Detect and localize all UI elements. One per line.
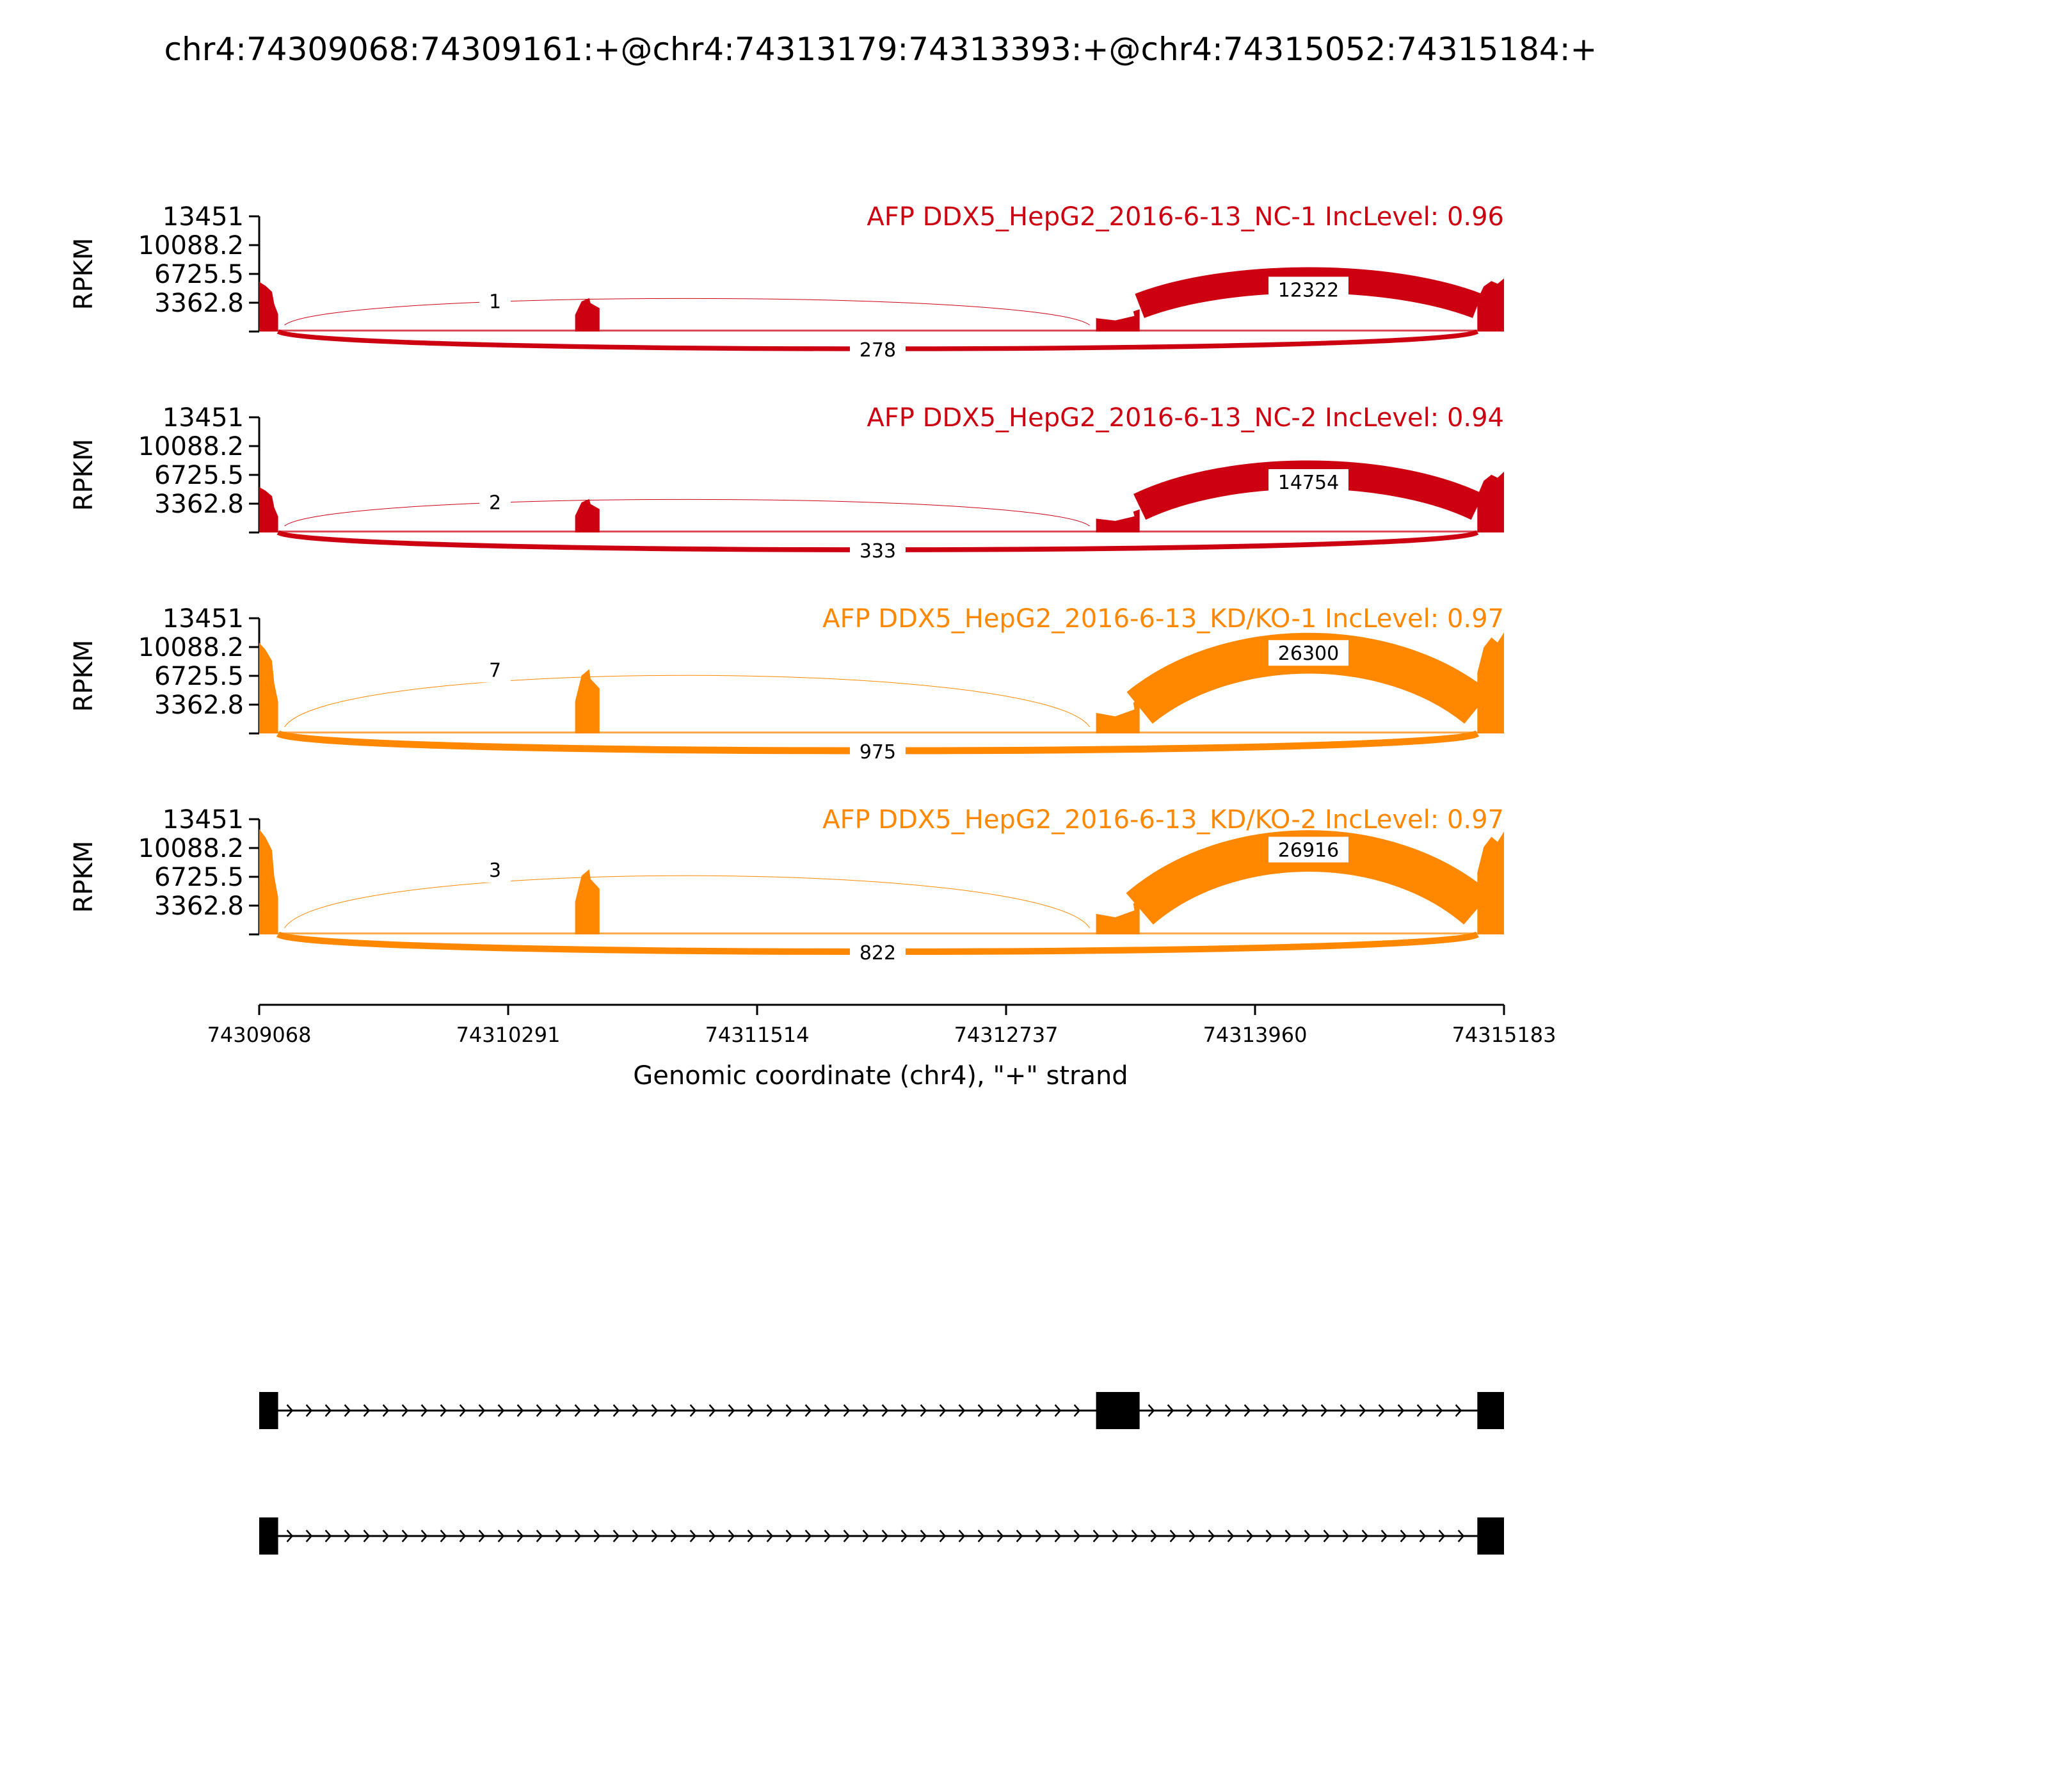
y-tick-label: 13451 <box>162 604 244 634</box>
x-axis-label: Genomic coordinate (chr4), "+" strand <box>633 1061 1128 1091</box>
y-tick-label: 10088.2 <box>138 432 244 462</box>
y-tick-label: 13451 <box>162 805 244 835</box>
junction-count-label: 3 <box>489 859 502 882</box>
sample-panel <box>69 805 1504 965</box>
y-tick-label: 10088.2 <box>138 231 244 261</box>
coverage-peak <box>1096 900 1140 934</box>
coverage-baseline <box>278 732 1478 733</box>
coverage-peak <box>575 669 600 733</box>
coverage-peak <box>1096 509 1140 532</box>
junction-count-label: 2 <box>489 492 502 515</box>
coverage-peak <box>1477 632 1504 733</box>
junction-count-label: 975 <box>859 741 897 764</box>
junction-count-label: 7 <box>489 659 502 682</box>
y-tick-label: 6725.5 <box>154 662 244 691</box>
junction-count-label: 333 <box>859 540 897 563</box>
y-axis-label: RPKM <box>69 438 99 511</box>
coverage-peak <box>1477 831 1504 934</box>
y-tick-label: 13451 <box>162 202 244 232</box>
x-tick-label: 74312737 <box>954 1023 1059 1047</box>
y-tick-label: 6725.5 <box>154 863 244 892</box>
junction-arc <box>285 298 1090 325</box>
junction-arc <box>285 876 1090 928</box>
chart-title: chr4:74309068:74309161:+@chr4:74313179:74313393:+@chr4:74315052:74315184:+ <box>164 31 1597 68</box>
coverage-peak <box>1096 699 1140 733</box>
coverage-peak <box>1477 472 1504 532</box>
sample-panels <box>69 202 1504 965</box>
x-axis <box>207 1005 1556 1047</box>
coverage-peak <box>575 869 600 934</box>
x-tick-label: 74315183 <box>1452 1023 1556 1047</box>
junction-arc <box>285 499 1090 526</box>
transcript-tracks <box>259 1392 1504 1555</box>
y-tick-label: 13451 <box>162 403 244 433</box>
y-tick-label: 10088.2 <box>138 633 244 663</box>
junction-count-label: 1 <box>489 291 502 314</box>
coverage-peak <box>1477 278 1504 332</box>
y-tick-label: 3362.8 <box>154 288 244 318</box>
y-tick-label: 3362.8 <box>154 891 244 921</box>
x-tick-label: 74309068 <box>207 1023 312 1047</box>
y-tick-label: 10088.2 <box>138 834 244 864</box>
sample-label: AFP DDX5_HepG2_2016-6-13_KD/KO-2 IncLevel: 0.97 <box>822 805 1504 835</box>
exon-block <box>1477 1517 1504 1555</box>
sample-label: AFP DDX5_HepG2_2016-6-13_KD/KO-1 IncLevel: 0.97 <box>822 604 1504 634</box>
coverage-baseline <box>278 531 1478 532</box>
coverage-peak <box>259 487 278 532</box>
y-tick-label: 6725.5 <box>154 461 244 490</box>
sample-panel <box>69 403 1504 563</box>
x-tick-label: 74313960 <box>1203 1023 1308 1047</box>
coverage-peak <box>1096 309 1140 332</box>
coverage-peak <box>259 829 278 934</box>
y-axis-label: RPKM <box>69 639 99 712</box>
exon-block <box>1477 1392 1504 1429</box>
coverage-peak <box>259 643 278 733</box>
exon-block <box>259 1517 278 1555</box>
coverage-baseline <box>278 330 1478 332</box>
y-tick-label: 3362.8 <box>154 690 244 720</box>
x-tick-label: 74311514 <box>705 1023 810 1047</box>
sample-panel <box>69 202 1504 362</box>
junction-count-label: 822 <box>859 942 897 964</box>
exon-block <box>259 1392 278 1429</box>
coverage-baseline <box>278 932 1478 934</box>
coverage-peak <box>575 499 600 532</box>
sample-label: AFP DDX5_HepG2_2016-6-13_NC-1 IncLevel: 0.96 <box>867 202 1504 232</box>
coverage-peak <box>575 298 600 332</box>
sample-panel <box>69 604 1504 764</box>
junction-count-label: 12322 <box>1277 279 1340 302</box>
junction-count-label: 14754 <box>1277 472 1340 495</box>
junction-count-label: 26916 <box>1277 839 1340 862</box>
junction-arc <box>285 675 1090 727</box>
y-tick-label: 3362.8 <box>154 489 244 519</box>
transcript-track <box>259 1517 1504 1555</box>
junction-count-label: 278 <box>859 339 897 362</box>
x-tick-label: 74310291 <box>456 1023 561 1047</box>
exon-block <box>1096 1392 1140 1429</box>
y-tick-label: 6725.5 <box>154 260 244 289</box>
transcript-track <box>259 1392 1504 1429</box>
y-axis-label: RPKM <box>69 237 99 310</box>
y-axis-label: RPKM <box>69 840 99 913</box>
coverage-peak <box>259 282 278 332</box>
junction-count-label: 26300 <box>1277 643 1340 666</box>
sample-label: AFP DDX5_HepG2_2016-6-13_NC-2 IncLevel: 0.94 <box>867 403 1504 433</box>
